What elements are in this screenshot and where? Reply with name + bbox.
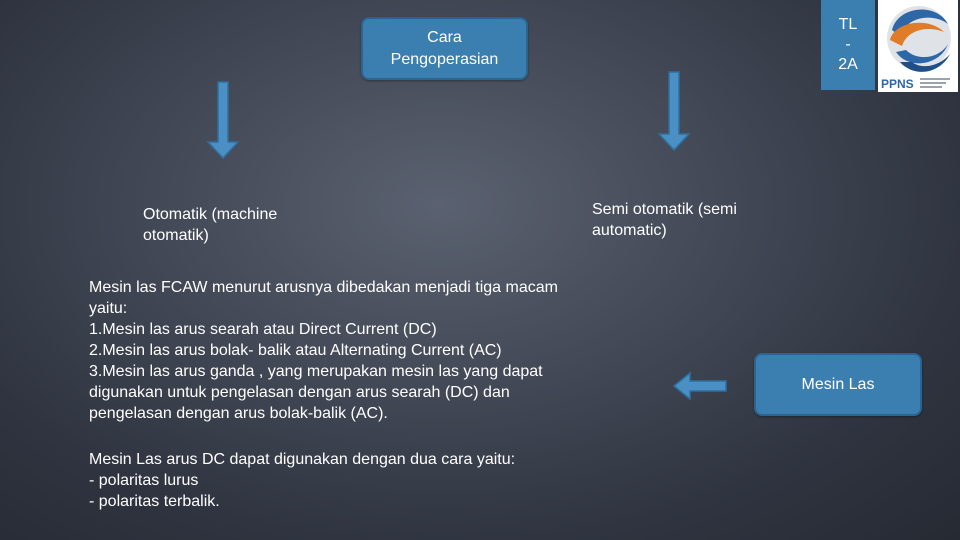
mesin-las-label: Mesin Las (801, 375, 875, 393)
logo-text: PPNS (881, 77, 914, 91)
tl-badge-line1: TL (838, 16, 858, 33)
tl-2a-badge (821, 0, 875, 90)
ppns-logo-icon (878, 0, 958, 92)
down-arrow-left-icon (206, 80, 240, 160)
down-arrow-right-icon (657, 70, 691, 152)
semi-otomatik-label: Semi otomatik (semi automatic) (592, 201, 737, 239)
tl-badge-line3: 2A (838, 56, 858, 73)
mesin-las-box (754, 353, 922, 416)
left-arrow-icon (672, 371, 728, 401)
dc-polarity-text: Mesin Las arus DC dapat digunakan dengan dua cara yaitu: - polaritas lurus - polaritas terbalik. (89, 451, 516, 510)
otomatik-label: Otomatik (machine otomatik) (143, 206, 278, 244)
cara-box-line2: Pengoperasian (390, 50, 499, 68)
tl-badge-line2: - (845, 36, 851, 53)
cara-box-line1: Cara (427, 28, 462, 46)
cara-pengoperasian-box (361, 17, 528, 80)
fcaw-description-text: Mesin las FCAW menurut arusnya dibedakan menjadi tiga macam yaitu: 1.Mesin las arus searah atau Direct Current (DC) 2.Mesin las arus bolak- balik atau Alternating Current (AC) 3.Mesin las arus ganda , yang merupakan mesin las yang dapat digunakan untuk pengelasan dengan arus searah (DC) dan pengelasan dengan arus bolak-balik (AC). (89, 279, 558, 422)
